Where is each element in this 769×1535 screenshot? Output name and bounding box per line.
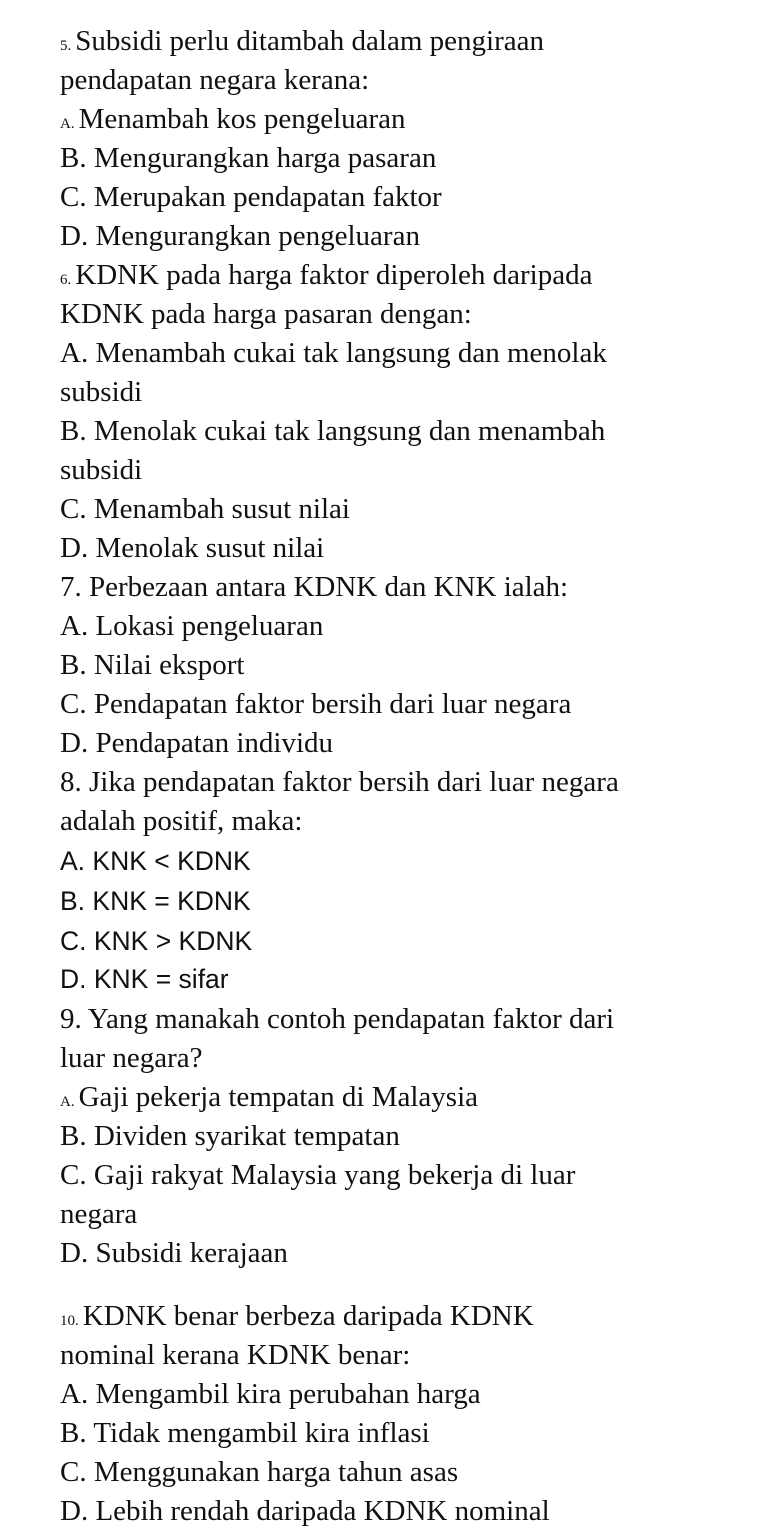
q10-option-b: B. Tidak mengambil kira inflasi	[60, 1417, 430, 1449]
q6-option-b-line-2: subsidi	[60, 454, 143, 486]
q5-option-a-text: Menambah kos pengeluaran	[78, 103, 406, 135]
q10-stem-text: KDNK benar berbeza daripada KDNK	[82, 1300, 534, 1332]
q10-option-a: A. Mengambil kira perubahan harga	[60, 1378, 481, 1410]
q5-option-a-letter: A.	[60, 116, 75, 132]
q6-stem-line-1	[60, 258, 592, 297]
q7-option-d: D. Pendapatan individu	[60, 727, 334, 759]
q10-number: 10.	[60, 1313, 79, 1329]
q7-option-a: A. Lokasi pengeluaran	[60, 610, 324, 642]
q10-option-c: C. Menggunakan harga tahun asas	[60, 1456, 459, 1488]
q8-option-a: A. KNK < KDNK	[60, 846, 251, 876]
q9-option-a-text: Gaji pekerja tempatan di Malaysia	[78, 1081, 478, 1113]
q6-option-d: D. Menolak susut nilai	[60, 532, 325, 564]
q5-stem-line-2: pendapatan negara kerana:	[60, 64, 370, 96]
q6-option-a-line-1: A. Menambah cukai tak langsung dan menolak	[60, 337, 607, 369]
q9-option-a	[60, 1080, 478, 1119]
q6-option-c: C. Menambah susut nilai	[60, 493, 350, 525]
q6-number: 6.	[60, 272, 72, 288]
q10-stem-line-2: nominal kerana KDNK benar:	[60, 1339, 411, 1371]
q6-option-a-line-2: subsidi	[60, 376, 143, 408]
q9-stem-line-1: 9. Yang manakah contoh pendapatan faktor dari	[60, 1003, 615, 1035]
q8-stem-line-1: 8. Jika pendapatan faktor bersih dari luar negara	[60, 766, 619, 798]
q9-stem-line-2: luar negara?	[60, 1042, 203, 1074]
q5-option-c: C. Merupakan pendapatan faktor	[60, 181, 442, 213]
q5-stem-text: Subsidi perlu ditambah dalam pengiraan	[75, 25, 544, 57]
q10-option-d: D. Lebih rendah daripada KDNK nominal	[60, 1495, 550, 1527]
q6-stem-text: KDNK pada harga faktor diperoleh daripada	[75, 259, 593, 291]
q5-option-b: B. Mengurangkan harga pasaran	[60, 142, 437, 174]
q5-option-d: D. Mengurangkan pengeluaran	[60, 220, 420, 252]
q9-option-d: D. Subsidi kerajaan	[60, 1237, 288, 1269]
q7-option-b: B. Nilai eksport	[60, 649, 245, 681]
q7-stem: 7. Perbezaan antara KDNK dan KNK ialah:	[60, 571, 569, 603]
q6-stem-line-2: KDNK pada harga pasaran dengan:	[60, 298, 472, 330]
q9-option-c-line-1: C. Gaji rakyat Malaysia yang bekerja di luar	[60, 1159, 576, 1191]
q5-stem-line-1	[60, 24, 544, 63]
q8-option-c: C. KNK > KDNK	[60, 926, 253, 956]
q5-option-a	[60, 102, 406, 141]
q6-option-b-line-1: B. Menolak cukai tak langsung dan menambah	[60, 415, 606, 447]
q9-option-c-line-2: negara	[60, 1198, 138, 1230]
q8-option-d: D. KNK = sifar	[60, 964, 229, 994]
q5-number: 5.	[60, 38, 72, 54]
q8-option-b: B. KNK = KDNK	[60, 886, 251, 916]
q7-option-c: C. Pendapatan faktor bersih dari luar negara	[60, 688, 572, 720]
q9-option-a-letter: A.	[60, 1094, 75, 1110]
q9-option-b: B. Dividen syarikat tempatan	[60, 1120, 400, 1152]
q10-stem-line-1	[60, 1299, 534, 1338]
q8-stem-line-2: adalah positif, maka:	[60, 805, 303, 837]
